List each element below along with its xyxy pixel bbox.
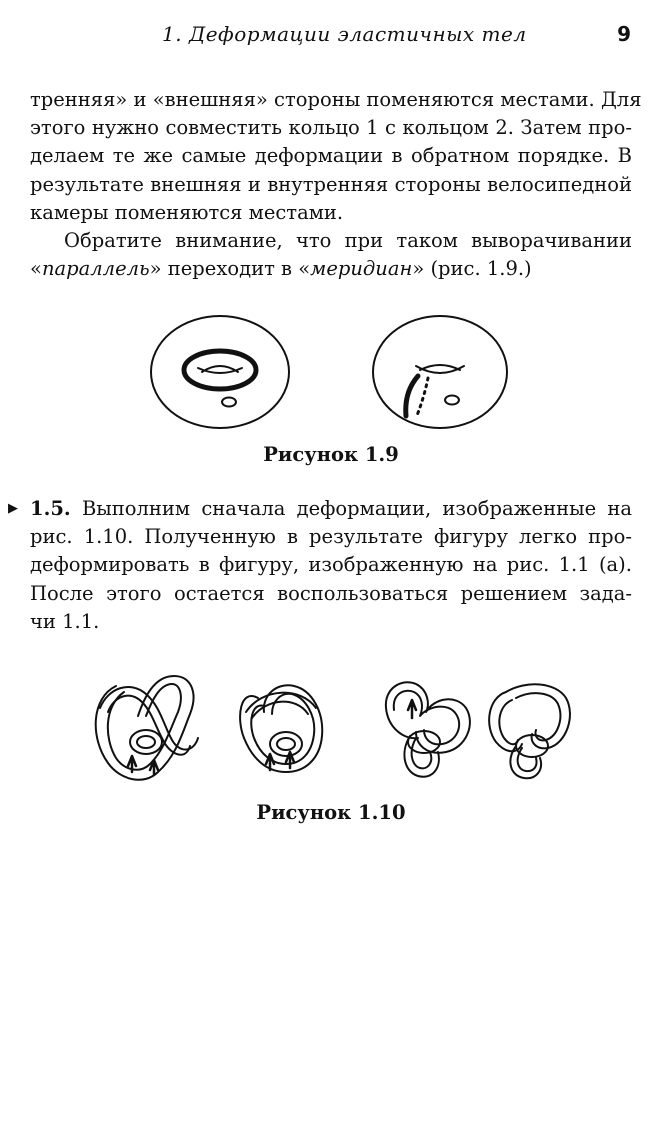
quote-mark: « bbox=[30, 257, 42, 281]
text-line: чи 1.1. bbox=[30, 609, 100, 633]
text-line bbox=[30, 255, 632, 283]
hole-ring bbox=[130, 730, 162, 754]
page-number: 9 bbox=[617, 22, 631, 46]
meridian-dashed bbox=[416, 378, 428, 418]
problem-marker: ▶ bbox=[8, 501, 18, 516]
hole-ring bbox=[270, 732, 302, 756]
meridian-solid bbox=[406, 376, 418, 416]
small-circle bbox=[445, 396, 459, 405]
figure-1-10-caption: Рисунок 1.10 bbox=[256, 801, 406, 824]
text-line: Обратите внимание, что при таком выворачивании bbox=[64, 229, 632, 252]
parallel-ring bbox=[184, 351, 256, 389]
torus-right-hole bbox=[420, 365, 460, 370]
problem-number: 1.5. bbox=[30, 497, 71, 520]
deformation-step-3 bbox=[386, 682, 470, 777]
paragraph-2 bbox=[30, 227, 632, 283]
deformation-step-1 bbox=[96, 676, 198, 780]
problem-1-5 bbox=[30, 495, 632, 636]
deformation-step-4 bbox=[489, 684, 570, 778]
text-line: делаем те же самые деформации в обратном порядке. В bbox=[30, 144, 632, 168]
text-line: этого нужно совместить кольцо 1 с кольцом 2. Затем про- bbox=[30, 116, 632, 140]
term-parallel: параллель bbox=[41, 257, 150, 281]
text-line: деформировать в фигуру, изображенную на рис. 1.1 (а). bbox=[30, 553, 632, 577]
text-fragment: » (рис. 1.9.) bbox=[412, 257, 532, 281]
paragraph-1 bbox=[30, 86, 642, 227]
text-line: После этого остается воспользоваться решением зада- bbox=[30, 581, 632, 605]
small-circle bbox=[222, 398, 236, 407]
text-line bbox=[30, 495, 632, 523]
figure-1-9 bbox=[140, 312, 520, 440]
chapter-title: 1. Деформации эластичных тел bbox=[162, 22, 527, 46]
figure-1-9-caption: Рисунок 1.9 bbox=[263, 443, 399, 466]
text-line: тренняя» и «внешняя» стороны поменяются местами. Для bbox=[30, 88, 642, 111]
text-line: рис. 1.10. Полученную в результате фигуру легко про- bbox=[30, 525, 632, 549]
text-fragment: » переходит в « bbox=[149, 257, 311, 281]
arrow-icon bbox=[408, 700, 416, 718]
figure-1-10 bbox=[86, 668, 586, 792]
deformation-step-2 bbox=[240, 685, 322, 772]
text-line: камеры поменяются местами. bbox=[30, 200, 344, 224]
text-fragment: Выполним сначала деформации, изображенные на bbox=[81, 497, 633, 520]
running-header bbox=[0, 22, 662, 52]
text-line: результате внешняя и внутренняя стороны велосипедной bbox=[30, 172, 632, 196]
term-meridian: меридиан bbox=[310, 257, 413, 281]
